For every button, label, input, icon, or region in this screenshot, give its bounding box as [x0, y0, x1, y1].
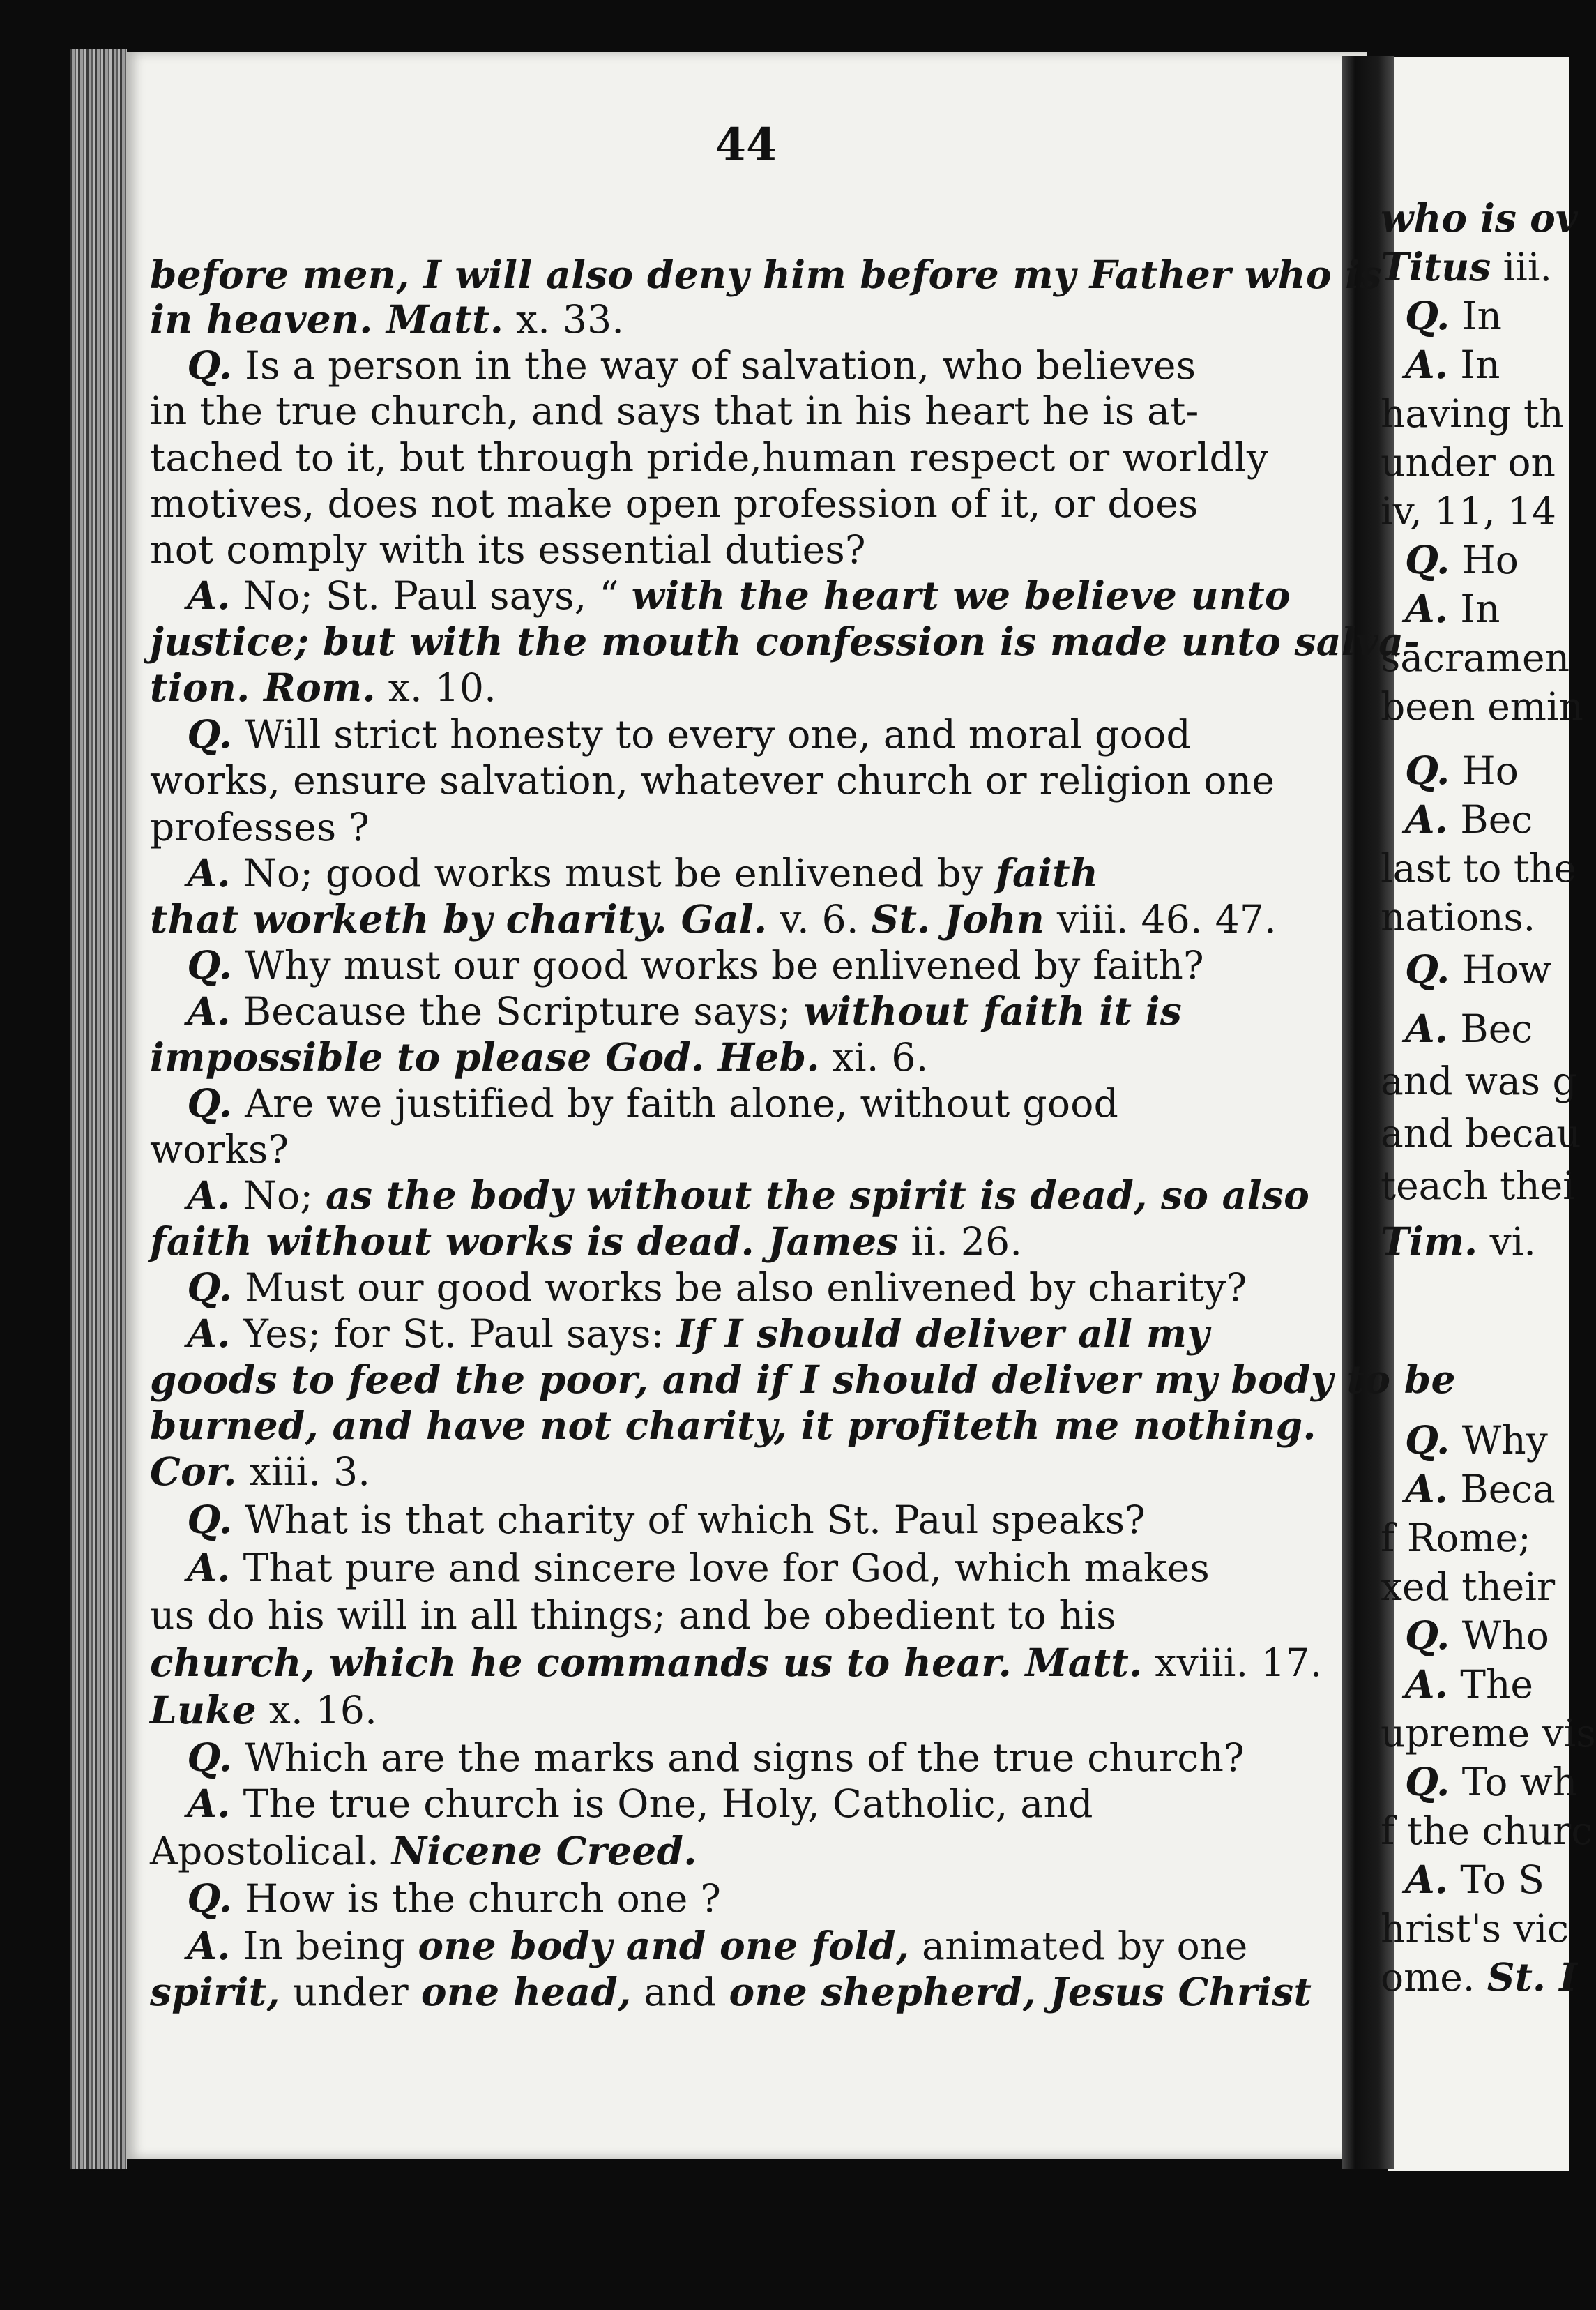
- text-run: f Rome;: [1381, 1516, 1531, 1560]
- text-line: [1381, 340, 1562, 389]
- italic-text: A.: [187, 1545, 231, 1590]
- text-run: and becau: [1381, 1111, 1581, 1156]
- italic-text: St. I: [1487, 1954, 1577, 2000]
- text-run: x. 10.: [376, 665, 497, 710]
- text-line: [150, 1732, 1367, 1783]
- text-line: [1381, 1109, 1581, 1158]
- text-run: How is the church one ?: [232, 1876, 722, 1921]
- text-run: [1381, 947, 1405, 992]
- text-run: [1381, 797, 1405, 842]
- text-line: [1381, 1660, 1562, 1709]
- text-run: Bec: [1447, 1006, 1533, 1051]
- text-run: teach thei: [1381, 1163, 1575, 1208]
- text-run: under: [280, 1970, 421, 2014]
- text-line: [1381, 1758, 1578, 1806]
- italic-text: tion. Rom.: [150, 665, 377, 710]
- text-line: [1381, 584, 1562, 633]
- text-run: In being: [230, 1924, 418, 1968]
- italic-text: A.: [1404, 586, 1448, 631]
- italic-text: one body and one fold,: [418, 1923, 910, 1968]
- text-run: ome.: [1381, 1955, 1487, 2000]
- text-line: [1381, 633, 1570, 682]
- italic-text: spirit,: [150, 1969, 280, 2014]
- text-run: and: [631, 1970, 729, 2014]
- text-run: xiii. 3.: [236, 1449, 371, 1494]
- text-run: [1381, 1613, 1405, 1658]
- text-line: [150, 1873, 1367, 1924]
- italic-text: A.: [187, 1311, 231, 1356]
- text-line: [150, 1124, 1367, 1175]
- text-run: in the true church, and says that in his heart he is at-: [150, 388, 1199, 433]
- italic-text: A.: [1404, 1661, 1448, 1707]
- text-line: [1381, 438, 1562, 487]
- text-line: [150, 340, 1367, 391]
- text-line: [150, 386, 1367, 436]
- text-run: [150, 1081, 187, 1126]
- text-line: [150, 571, 1367, 621]
- text-run: [150, 712, 187, 757]
- text-line: [150, 755, 1367, 806]
- text-run: [150, 1781, 187, 1826]
- text-run: having th: [1381, 391, 1564, 436]
- text-line: [150, 709, 1367, 760]
- italic-text: Q.: [187, 1265, 233, 1310]
- italic-text: Q.: [187, 1080, 233, 1126]
- text-run: No; St. Paul says, “: [230, 573, 632, 618]
- text-run: xed their: [1381, 1564, 1556, 1609]
- text-line: [150, 1354, 1456, 1405]
- text-run: Why must our good works be enlivened by faith?: [232, 943, 1204, 988]
- italic-text: A.: [1404, 1006, 1448, 1051]
- text-line: [1381, 893, 1562, 942]
- text-run: Are we justified by faith alone, without good: [232, 1081, 1119, 1126]
- text-run: Ho: [1450, 748, 1519, 793]
- text-line: [1381, 682, 1583, 731]
- italic-text: Q.: [187, 1735, 233, 1780]
- text-run: [150, 573, 187, 618]
- italic-text: Q.: [1404, 946, 1450, 992]
- text-run: x. 16.: [256, 1688, 378, 1732]
- text-run: Who: [1450, 1613, 1549, 1658]
- text-run: and was g: [1381, 1059, 1577, 1103]
- italic-text: that worketh by charity. Gal.: [150, 896, 768, 942]
- text-run: [1381, 294, 1405, 338]
- text-line: [1381, 1953, 1577, 2002]
- text-run: To wh: [1450, 1760, 1578, 1804]
- text-line: [1381, 1161, 1575, 1210]
- text-run: The true church is One, Holy, Catholic, and: [230, 1781, 1093, 1826]
- italic-text: St. John: [871, 896, 1045, 942]
- text-line: [1381, 1855, 1562, 1904]
- text-run: That pure and sincere love for God, which makes: [230, 1546, 1210, 1590]
- text-line: [150, 802, 1367, 852]
- italic-text: church, which he commands us to hear. Matt.: [150, 1640, 1143, 1685]
- text-run: Why: [1450, 1418, 1548, 1463]
- text-line: [1381, 389, 1562, 438]
- text-run: [150, 851, 187, 896]
- italic-text: A.: [1404, 342, 1448, 387]
- text-line: [1381, 1004, 1562, 1053]
- text-line: [150, 1170, 1367, 1221]
- text-line: [1381, 746, 1562, 795]
- text-run: works, ensure salvation, whatever church or religion one: [150, 758, 1275, 803]
- text-line: [150, 1638, 1367, 1688]
- text-run: [1381, 1418, 1405, 1463]
- text-run: [150, 343, 187, 388]
- text-run: under on: [1381, 440, 1556, 485]
- text-run: Ho: [1450, 538, 1519, 582]
- text-run: [150, 1497, 187, 1542]
- text-run: nations.: [1381, 895, 1536, 939]
- text-run: iii.: [1491, 245, 1552, 289]
- text-run: upreme vis: [1381, 1711, 1596, 1756]
- text-line: [150, 663, 1367, 713]
- text-run: In: [1447, 342, 1500, 387]
- text-line: [150, 894, 1367, 944]
- text-line: [1381, 1217, 1562, 1266]
- italic-text: A.: [1404, 797, 1448, 842]
- italic-text: A.: [187, 573, 231, 618]
- text-run: How: [1450, 947, 1551, 992]
- text-line: [150, 478, 1367, 529]
- italic-text: Q.: [1404, 1613, 1450, 1658]
- text-line: [1381, 487, 1562, 536]
- text-run: Apostolical.: [150, 1829, 392, 1873]
- italic-text: burned, and have not charity, it profiteth me nothing.: [150, 1403, 1316, 1448]
- text-run: [150, 1311, 187, 1356]
- text-line: [1381, 945, 1562, 994]
- text-run: professes ?: [150, 805, 370, 850]
- text-run: [1381, 587, 1405, 631]
- text-run: [150, 989, 187, 1034]
- text-line: [150, 294, 1367, 345]
- italic-text: before men, I will also deny him before my Father who is: [150, 252, 1382, 297]
- text-line: [150, 940, 1367, 990]
- text-run: vi.: [1477, 1219, 1536, 1264]
- text-line: [150, 1308, 1367, 1359]
- italic-text: Cor.: [150, 1449, 237, 1494]
- italic-text: as the body without the spirit is dead, so also: [326, 1172, 1310, 1218]
- text-line: [150, 1262, 1367, 1313]
- text-run: not comply with its essential duties?: [150, 527, 866, 572]
- text-line: [150, 986, 1367, 1036]
- text-line: [1381, 1904, 1569, 1953]
- text-line: [1381, 1465, 1562, 1513]
- text-run: v. 6.: [767, 897, 872, 942]
- italic-text: Q.: [1404, 537, 1450, 582]
- text-run: animated by one: [909, 1924, 1248, 1968]
- italic-text: A.: [187, 988, 231, 1034]
- text-run: [1381, 1857, 1405, 1902]
- italic-text: impossible to please God. Heb.: [150, 1034, 820, 1080]
- italic-text: Q.: [187, 1497, 233, 1542]
- text-run: x. 33.: [503, 297, 625, 342]
- italic-text: Tim.: [1381, 1218, 1478, 1264]
- italic-text: Q.: [187, 942, 233, 988]
- text-line: [1381, 194, 1578, 243]
- text-line: [1381, 1057, 1577, 1105]
- text-run: last to the: [1381, 846, 1576, 891]
- text-run: [1381, 1467, 1405, 1511]
- text-run: xviii. 17.: [1142, 1640, 1323, 1685]
- text-line: [1381, 1806, 1593, 1855]
- text-run: iv, 11, 14: [1381, 489, 1557, 534]
- text-line: [1381, 795, 1562, 844]
- italic-text: justice; but with the mouth confession is made unto salva-: [150, 619, 1420, 664]
- text-run: hrist's vic: [1381, 1906, 1569, 1951]
- text-run: Which are the marks and signs of the true church?: [232, 1735, 1245, 1780]
- text-run: [1381, 1662, 1405, 1707]
- text-run: Will strict honesty to every one, and moral good: [232, 712, 1191, 757]
- italic-text: A.: [187, 850, 231, 896]
- text-line: [1381, 1611, 1562, 1660]
- italic-text: A.: [187, 1172, 231, 1218]
- text-run: In: [1447, 587, 1500, 631]
- text-run: sacramen: [1381, 635, 1570, 680]
- italic-text: Q.: [1404, 748, 1450, 793]
- text-run: [150, 1924, 187, 1968]
- italic-text: Q.: [187, 342, 233, 388]
- italic-text: A.: [187, 1781, 231, 1826]
- text-line: [150, 1032, 1367, 1082]
- text-run: [1381, 342, 1405, 387]
- text-line: [150, 1921, 1367, 1971]
- text-line: [1381, 292, 1562, 340]
- text-run: viii. 46. 47.: [1044, 897, 1277, 942]
- italic-text: Q.: [1404, 1759, 1450, 1804]
- text-line: [150, 848, 1367, 898]
- text-run: Bec: [1447, 797, 1533, 842]
- text-run: tached to it, but through pride,human respect or worldly: [150, 435, 1269, 480]
- text-run: ii. 26.: [898, 1219, 1023, 1264]
- italic-text: faith: [996, 850, 1099, 896]
- text-run: [150, 1876, 187, 1921]
- text-line: [150, 1590, 1367, 1640]
- italic-text: Luke: [150, 1687, 257, 1732]
- page-number: 44: [715, 119, 777, 171]
- text-run: No; good works must be enlivened by: [230, 851, 996, 896]
- italic-text: Q.: [1404, 1417, 1450, 1463]
- text-run: To S: [1447, 1857, 1544, 1902]
- text-run: [150, 1265, 187, 1310]
- text-run: Beca: [1447, 1467, 1556, 1511]
- text-run: motives, does not make open profession of it, or does: [150, 481, 1199, 526]
- text-line: [150, 1216, 1367, 1267]
- text-line: [150, 250, 1382, 300]
- text-line: [1381, 536, 1562, 584]
- text-line: [1381, 1709, 1596, 1758]
- text-run: Because the Scripture says;: [230, 989, 804, 1034]
- text-line: [150, 1779, 1367, 1829]
- italic-text: A.: [187, 1923, 231, 1968]
- text-run: No;: [230, 1173, 326, 1218]
- text-run: f the churc: [1381, 1809, 1593, 1853]
- text-line: [150, 1495, 1367, 1545]
- text-run: What is that charity of which St. Paul speaks?: [232, 1497, 1146, 1542]
- italic-text: Nicene Creed.: [391, 1828, 697, 1873]
- text-line: [150, 1447, 1367, 1497]
- text-run: [1381, 538, 1405, 582]
- text-run: [150, 943, 187, 988]
- page-stack-edge: [70, 49, 127, 2169]
- italic-text: Q.: [187, 711, 233, 757]
- italic-text: A.: [1404, 1466, 1448, 1511]
- text-run: [1381, 748, 1405, 793]
- text-run: [150, 1735, 187, 1780]
- text-line: [150, 1401, 1367, 1451]
- text-line: [150, 432, 1367, 483]
- text-line: [150, 1685, 1367, 1735]
- text-run: [150, 1173, 187, 1218]
- italic-text: who is ov: [1381, 195, 1578, 241]
- italic-text: faith without works is dead. James: [150, 1218, 899, 1264]
- italic-text: If I should deliver all my: [676, 1311, 1210, 1356]
- italic-text: one shepherd, Jesus Christ: [729, 1969, 1312, 2014]
- italic-text: A.: [1404, 1857, 1448, 1902]
- text-run: [1381, 1006, 1405, 1051]
- text-run: The: [1447, 1662, 1533, 1707]
- text-line: [1381, 1416, 1562, 1465]
- italic-text: in heaven. Matt.: [150, 296, 504, 342]
- text-line: [1381, 243, 1562, 292]
- text-line: [150, 1543, 1367, 1593]
- italic-text: goods to feed the poor, and if I should deliver my body to be: [150, 1357, 1456, 1402]
- text-line: [150, 617, 1420, 667]
- text-run: Yes; for St. Paul says:: [230, 1311, 677, 1356]
- text-run: In: [1450, 294, 1502, 338]
- text-line: [150, 1826, 1367, 1876]
- italic-text: one head,: [420, 1969, 632, 2014]
- text-line: [150, 1967, 1367, 2017]
- text-line: [1381, 1513, 1562, 1562]
- text-run: xi. 6.: [819, 1035, 929, 1080]
- text-run: us do his will in all things; and be obedient to his: [150, 1593, 1116, 1638]
- text-line: [1381, 844, 1576, 893]
- text-run: [1381, 1760, 1405, 1804]
- italic-text: without faith it is: [803, 988, 1183, 1034]
- text-run: [150, 1546, 187, 1590]
- italic-text: Q.: [187, 1875, 233, 1921]
- italic-text: with the heart we believe unto: [631, 573, 1291, 618]
- text-line: [150, 524, 1367, 575]
- text-line: [150, 1078, 1367, 1128]
- italic-text: Titus: [1381, 244, 1491, 289]
- text-run: works?: [150, 1127, 289, 1172]
- text-run: Is a person in the way of salvation, who believes: [232, 343, 1196, 388]
- text-run: been emin: [1381, 684, 1583, 729]
- italic-text: Q.: [1404, 293, 1450, 338]
- text-run: Must our good works be also enlivened by charity?: [232, 1265, 1247, 1310]
- text-line: [1381, 1562, 1562, 1611]
